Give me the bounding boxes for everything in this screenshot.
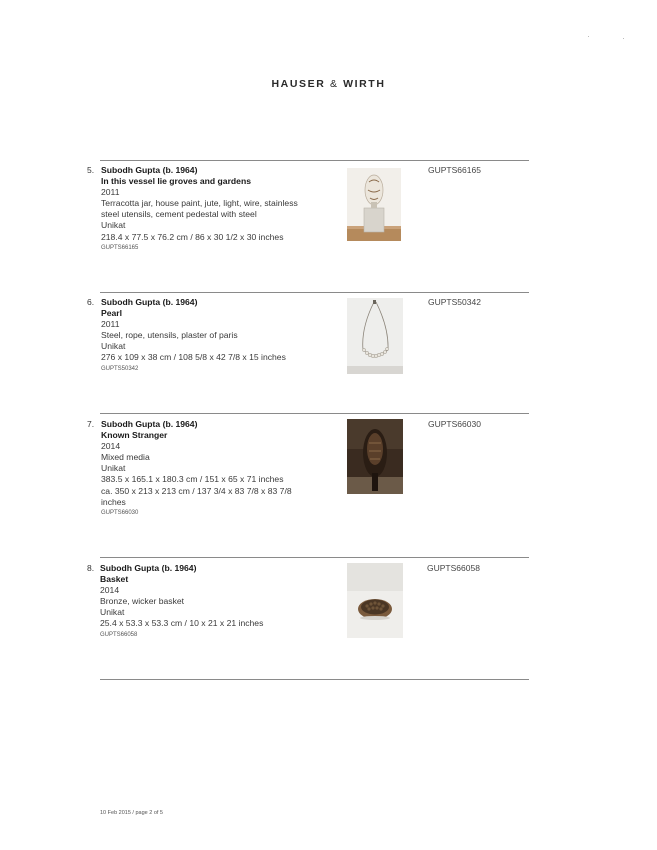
logo-left: HAUSER [271,78,326,90]
logo-ampersand: & [329,78,339,90]
artwork-title: Known Stranger [101,430,168,441]
artwork-medium: Terracotta jar, house paint, jute, light, wire, stainless steel utensils, cement pedestal with steel [101,198,298,220]
scan-speck [623,38,624,39]
artwork-dimensions-approx: ca. 350 x 213 x 213 cm / 137 3/4 x 83 7/8 x 83 7/8 inches [101,485,292,507]
artist-name: Subodh Gupta (b. 1964) [100,563,197,573]
artwork-dimensions: 276 x 109 x 38 cm / 108 5/8 x 42 7/8 x 15 inches [101,352,286,363]
divider [100,160,529,161]
page-footer: 10 Feb 2015 / page 2 of 5 [100,810,163,816]
artist-name: Subodh Gupta (b. 1964) [101,297,198,307]
entry-number: 6. [87,297,95,307]
artwork-year: 2011 [101,187,120,198]
entry-number: 7. [87,419,95,429]
inventory-code: GUPTS50342 [428,297,481,307]
artwork-image-known-stranger [347,419,403,494]
entry-details [101,419,305,518]
artwork-edition: Unikat [101,463,126,474]
artist-name: Subodh Gupta (b. 1964) [101,165,198,175]
artwork-ref: GUPTS50342 [101,365,139,372]
artwork-dimensions: 383.5 x 165.1 x 180.3 cm / 151 x 65 x 71 inches [101,474,284,485]
divider [100,292,529,293]
gallery-logo [0,78,657,90]
artwork-medium: Bronze, wicker basket [100,596,185,607]
artwork-year: 2011 [101,319,120,330]
artwork-medium: Steel, rope, utensils, plaster of paris [101,330,238,341]
artwork-edition: Unikat [101,220,126,231]
artist-name: Subodh Gupta (b. 1964) [101,419,198,429]
divider [100,413,529,414]
artwork-ref: GUPTS66030 [101,509,139,516]
artwork-medium: Mixed media [101,452,150,463]
entry-details [101,165,309,253]
inventory-code: GUPTS66030 [428,419,481,429]
artwork-ref: GUPTS66165 [101,244,139,251]
artwork-title: In this vessel lie groves and gardens [101,176,251,187]
artwork-image-basket [347,563,403,638]
logo-right: WIRTH [343,78,386,90]
entry-details [101,297,309,374]
divider [100,557,529,558]
artwork-dimensions: 218.4 x 77.5 x 76.2 cm / 86 x 30 1/2 x 30 inches [101,231,284,242]
artwork-edition: Unikat [101,341,126,352]
inventory-code: GUPTS66165 [428,165,481,175]
artwork-title: Basket [100,574,129,585]
entry-number: 5. [87,165,95,175]
artwork-dimensions: 25.4 x 53.3 x 53.3 cm / 10 x 21 x 21 inches [100,618,264,629]
scan-speck [588,36,589,37]
artwork-year: 2014 [100,585,120,596]
artwork-image-pearl [347,298,403,374]
divider [100,679,529,680]
artwork-edition: Unikat [100,607,125,618]
artwork-image-vessel [347,168,401,241]
entry-details [100,563,308,640]
inventory-code: GUPTS66058 [427,563,480,573]
artwork-ref: GUPTS66058 [100,631,138,638]
entry-number: 8. [87,563,95,573]
artwork-title: Pearl [101,308,123,319]
artwork-year: 2014 [101,441,121,452]
